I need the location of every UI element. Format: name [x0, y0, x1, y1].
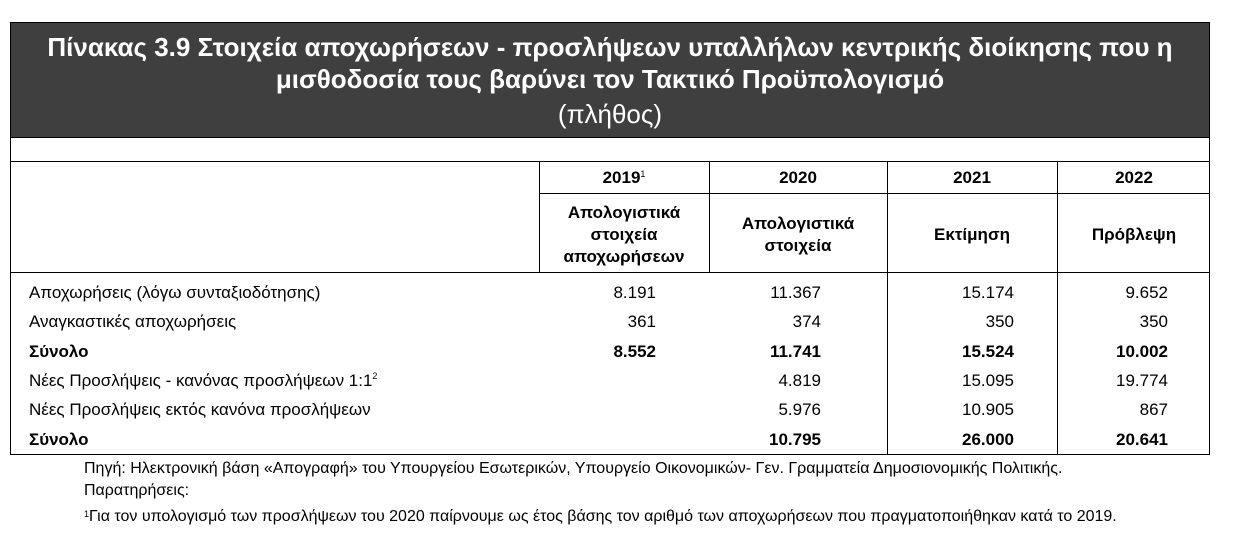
row-label: Αποχωρήσεις (λόγω συνταξιοδότησης)	[29, 283, 321, 302]
table-cell: 8.191	[613, 283, 656, 302]
col-header-2022: 2022	[1115, 168, 1153, 187]
table-unit: (πλήθος)	[557, 99, 663, 129]
col-header-2021: 2021	[953, 168, 991, 187]
table-cell-total: 11.741	[769, 342, 821, 361]
header-bottom-border	[11, 272, 1210, 273]
table-cell: 10.905	[962, 400, 1014, 419]
table-cell: 11.367	[770, 283, 821, 302]
col-subheader-2020: Απολογιστικά στοιχεία	[741, 214, 855, 255]
data-table	[10, 162, 1210, 455]
col-subheader-2019: Απολογιστικά στοιχεία αποχωρήσεων	[563, 203, 685, 266]
table-cell: 15.095	[962, 371, 1014, 390]
table-cell: 350	[985, 312, 1014, 331]
row-label-total: Σύνολο	[29, 430, 89, 449]
table-title-line2: μισθοδοσία τους βαρύνει τον Τακτικό Προϋπολογισμό	[275, 64, 945, 94]
table-cell-total: 15.524	[962, 342, 1014, 361]
table-cell-total: 26.000	[962, 430, 1014, 449]
spacer-row	[10, 138, 1210, 162]
col-header-2019: 2019$^1$	[602, 168, 646, 187]
col-subheader-2022: Πρόβλεψη	[1091, 225, 1177, 244]
col-subheader-2021: Εκτίμηση	[934, 225, 1010, 244]
table-cell: 19.774	[1116, 371, 1168, 390]
table-cell: 9.652	[1125, 283, 1168, 302]
table-cell: 374	[792, 312, 821, 331]
table-cell: 361	[627, 312, 656, 331]
row-label: Αναγκαστικές αποχωρήσεις	[29, 312, 237, 331]
table-cell-total: 20.641	[1116, 430, 1168, 449]
table-cell: 5.976	[778, 400, 821, 419]
row-label: Νέες Προσλήψεις - κανόνας προσλήψεων $1:1^2$	[29, 371, 378, 390]
table-cell-total: 10.795	[769, 430, 821, 449]
table-cell: 867	[1139, 400, 1168, 419]
source-note: Πηγή: Ηλεκτρονική βάση «Απογραφή» του Υπουργείου Εσωτερικών, Υπουργείο Οικονομικών- Γεν. Γραμματεία Δημοσιονομικής Πολιτικής.	[84, 460, 1063, 477]
remarks-label: Παρατηρήσεις:	[84, 482, 190, 499]
table-cell-total: 10.002	[1116, 342, 1168, 361]
row-label: Νέες Προσλήψεις εκτός κανόνα προσλήψεων	[29, 400, 371, 419]
table-cell-total: 8.552	[613, 342, 656, 361]
footnote-1: $^1$Για τον υπολογισμό των προσλήψεων του 2020 παίρνουμε ως έτος βάσης τον αριθμό των αποχωρήσεων που πραγματοποιήθηκαν κατά το 2019.	[84, 508, 1117, 525]
table-cell: 15.174	[962, 283, 1014, 302]
row-label-total: Σύνολο	[29, 342, 89, 361]
table-title-banner	[10, 22, 1210, 138]
table-cell: 4.819	[778, 371, 821, 390]
col-header-2020: 2020	[779, 168, 817, 187]
table-cell: 350	[1139, 312, 1168, 331]
table-title-line1: Πίνακας 3.9 Στοιχεία αποχωρήσεων - προσλήψεων υπαλλήλων κεντρικής διοίκησης που η	[47, 32, 1173, 62]
